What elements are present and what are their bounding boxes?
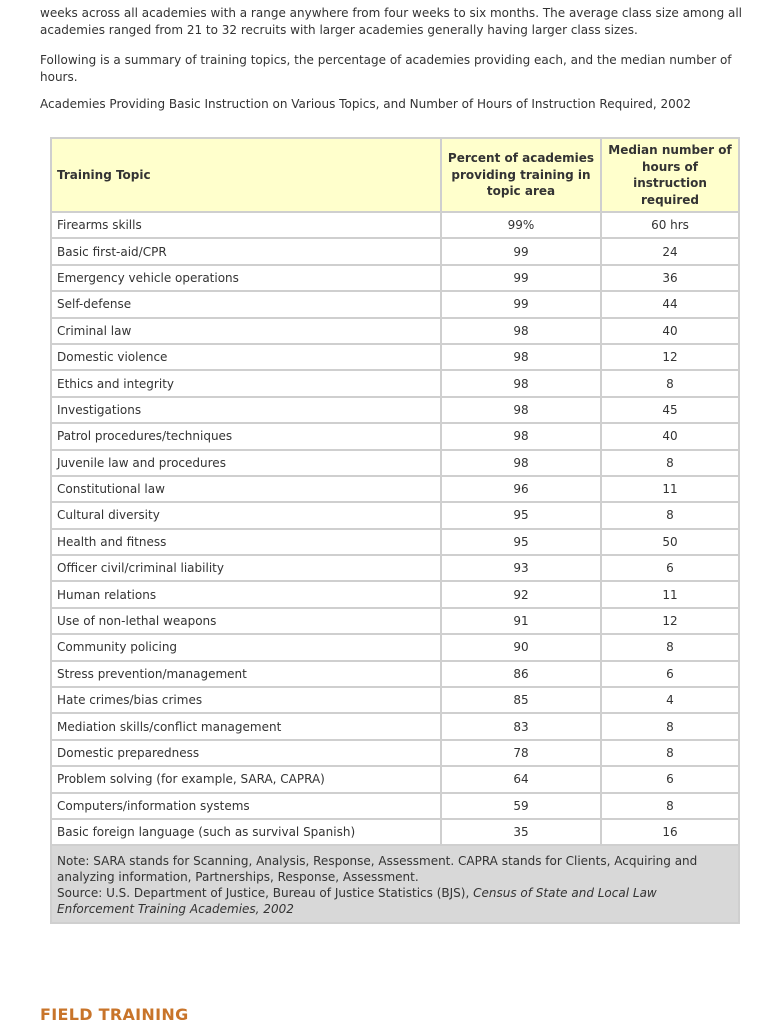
cell-percent: 64 (441, 766, 601, 792)
footnote-source-prefix: Source: U.S. Department of Justice, Bureau of Justice Statistics (BJS), (57, 886, 474, 901)
cell-training-topic: Self-defense (51, 291, 441, 317)
cell-percent: 99 (441, 265, 601, 291)
cell-percent: 98 (441, 450, 601, 476)
cell-percent: 99 (441, 238, 601, 264)
cell-training-topic: Domestic violence (51, 344, 441, 370)
cell-percent: 90 (441, 634, 601, 660)
table-body (51, 212, 739, 845)
cell-training-topic: Juvenile law and procedures (51, 450, 441, 476)
table-row (51, 397, 739, 423)
cell-percent: 86 (441, 661, 601, 687)
table-row (51, 450, 739, 476)
cell-median-hours: 50 (601, 529, 739, 555)
cell-training-topic: Basic foreign language (such as survival Spanish) (51, 819, 441, 845)
cell-training-topic: Community policing (51, 634, 441, 660)
cell-percent: 85 (441, 687, 601, 713)
cell-training-topic: Firearms skills (51, 212, 441, 238)
training-topics-table (50, 137, 740, 924)
table-row (51, 793, 739, 819)
summary-paragraph: Following is a summary of training topics, the percentage of academies providing each, and the median number of hours. (40, 53, 732, 84)
table-row (51, 581, 739, 607)
table-row (51, 265, 739, 291)
cell-percent: 91 (441, 608, 601, 634)
table-row (51, 291, 739, 317)
table-row (51, 608, 739, 634)
header-median-hours: Median number of hours of instruction required (601, 138, 739, 212)
cell-median-hours: 8 (601, 634, 739, 660)
cell-training-topic: Human relations (51, 581, 441, 607)
cell-training-topic: Use of non-lethal weapons (51, 608, 441, 634)
cell-percent: 95 (441, 529, 601, 555)
table-row (51, 318, 739, 344)
cell-median-hours: 6 (601, 555, 739, 581)
cell-percent: 96 (441, 476, 601, 502)
cell-training-topic: Criminal law (51, 318, 441, 344)
footnote-note: Note: SARA stands for Scanning, Analysis, Response, Assessment. CAPRA stands for Clients, Acquiring and analyzing information, Partnerships, Response, Assessment. (57, 854, 698, 885)
cell-percent: 98 (441, 318, 601, 344)
table-row (51, 740, 739, 766)
table-row (51, 634, 739, 660)
cell-training-topic: Computers/information systems (51, 793, 441, 819)
cell-median-hours: 8 (601, 740, 739, 766)
cell-median-hours: 6 (601, 661, 739, 687)
cell-median-hours: 11 (601, 476, 739, 502)
table-row (51, 502, 739, 528)
cell-training-topic: Officer civil/criminal liability (51, 555, 441, 581)
cell-percent: 35 (441, 819, 601, 845)
cell-percent: 98 (441, 370, 601, 396)
cell-training-topic: Emergency vehicle operations (51, 265, 441, 291)
cell-median-hours: 6 (601, 766, 739, 792)
header-training-topic: Training Topic (51, 138, 441, 212)
cell-median-hours: 24 (601, 238, 739, 264)
footnote-source-title: Census of State and Local Law Enforcement Training Academies, 2002 (57, 886, 657, 917)
cell-training-topic: Cultural diversity (51, 502, 441, 528)
table-header-row (51, 138, 739, 212)
table-row (51, 713, 739, 739)
cell-median-hours: 45 (601, 397, 739, 423)
cell-median-hours: 8 (601, 713, 739, 739)
cell-percent: 92 (441, 581, 601, 607)
cell-percent: 59 (441, 793, 601, 819)
cell-median-hours: 12 (601, 608, 739, 634)
cell-median-hours: 8 (601, 450, 739, 476)
table-row (51, 238, 739, 264)
cell-median-hours: 8 (601, 370, 739, 396)
table-row (51, 819, 739, 845)
header-percent: Percent of academies providing training in topic area (441, 138, 601, 212)
table-row (51, 555, 739, 581)
table-row (51, 212, 739, 238)
cell-training-topic: Stress prevention/management (51, 661, 441, 687)
cell-training-topic: Health and fitness (51, 529, 441, 555)
table-row (51, 423, 739, 449)
cell-training-topic: Constitutional law (51, 476, 441, 502)
table-row (51, 687, 739, 713)
cell-percent: 98 (441, 344, 601, 370)
cell-percent: 95 (441, 502, 601, 528)
cell-training-topic: Ethics and integrity (51, 370, 441, 396)
cell-training-topic: Basic first-aid/CPR (51, 238, 441, 264)
table-row (51, 529, 739, 555)
cell-median-hours: 11 (601, 581, 739, 607)
cell-percent: 83 (441, 713, 601, 739)
table-footnote (51, 845, 739, 923)
section-heading-field-training: FIELD TRAINING (40, 1005, 189, 1024)
cell-median-hours: 40 (601, 318, 739, 344)
table-row (51, 766, 739, 792)
table-row (51, 661, 739, 687)
cell-median-hours: 8 (601, 502, 739, 528)
cell-percent: 99% (441, 212, 601, 238)
cell-median-hours: 16 (601, 819, 739, 845)
cell-median-hours: 60 hrs (601, 212, 739, 238)
cell-training-topic: Mediation skills/conflict management (51, 713, 441, 739)
cell-percent: 93 (441, 555, 601, 581)
cell-median-hours: 8 (601, 793, 739, 819)
intro-paragraph: weeks across all academies with a range anywhere from four weeks to six months. The average class size among all academies ranged from 21 to 32 recruits with larger academies generally having larger class sizes. (40, 6, 743, 37)
cell-percent: 98 (441, 423, 601, 449)
table-row (51, 344, 739, 370)
cell-training-topic: Problem solving (for example, SARA, CAPRA) (51, 766, 441, 792)
cell-median-hours: 44 (601, 291, 739, 317)
cell-percent: 98 (441, 397, 601, 423)
cell-training-topic: Investigations (51, 397, 441, 423)
cell-training-topic: Patrol procedures/techniques (51, 423, 441, 449)
cell-median-hours: 36 (601, 265, 739, 291)
table-caption: Academies Providing Basic Instruction on Various Topics, and Number of Hours of Instruction Required, 2002 (40, 97, 691, 111)
cell-percent: 78 (441, 740, 601, 766)
cell-median-hours: 4 (601, 687, 739, 713)
cell-training-topic: Domestic preparedness (51, 740, 441, 766)
cell-training-topic: Hate crimes/bias crimes (51, 687, 441, 713)
cell-percent: 99 (441, 291, 601, 317)
table-row (51, 370, 739, 396)
table-footnote-row (51, 845, 739, 923)
cell-median-hours: 40 (601, 423, 739, 449)
table-row (51, 476, 739, 502)
cell-median-hours: 12 (601, 344, 739, 370)
